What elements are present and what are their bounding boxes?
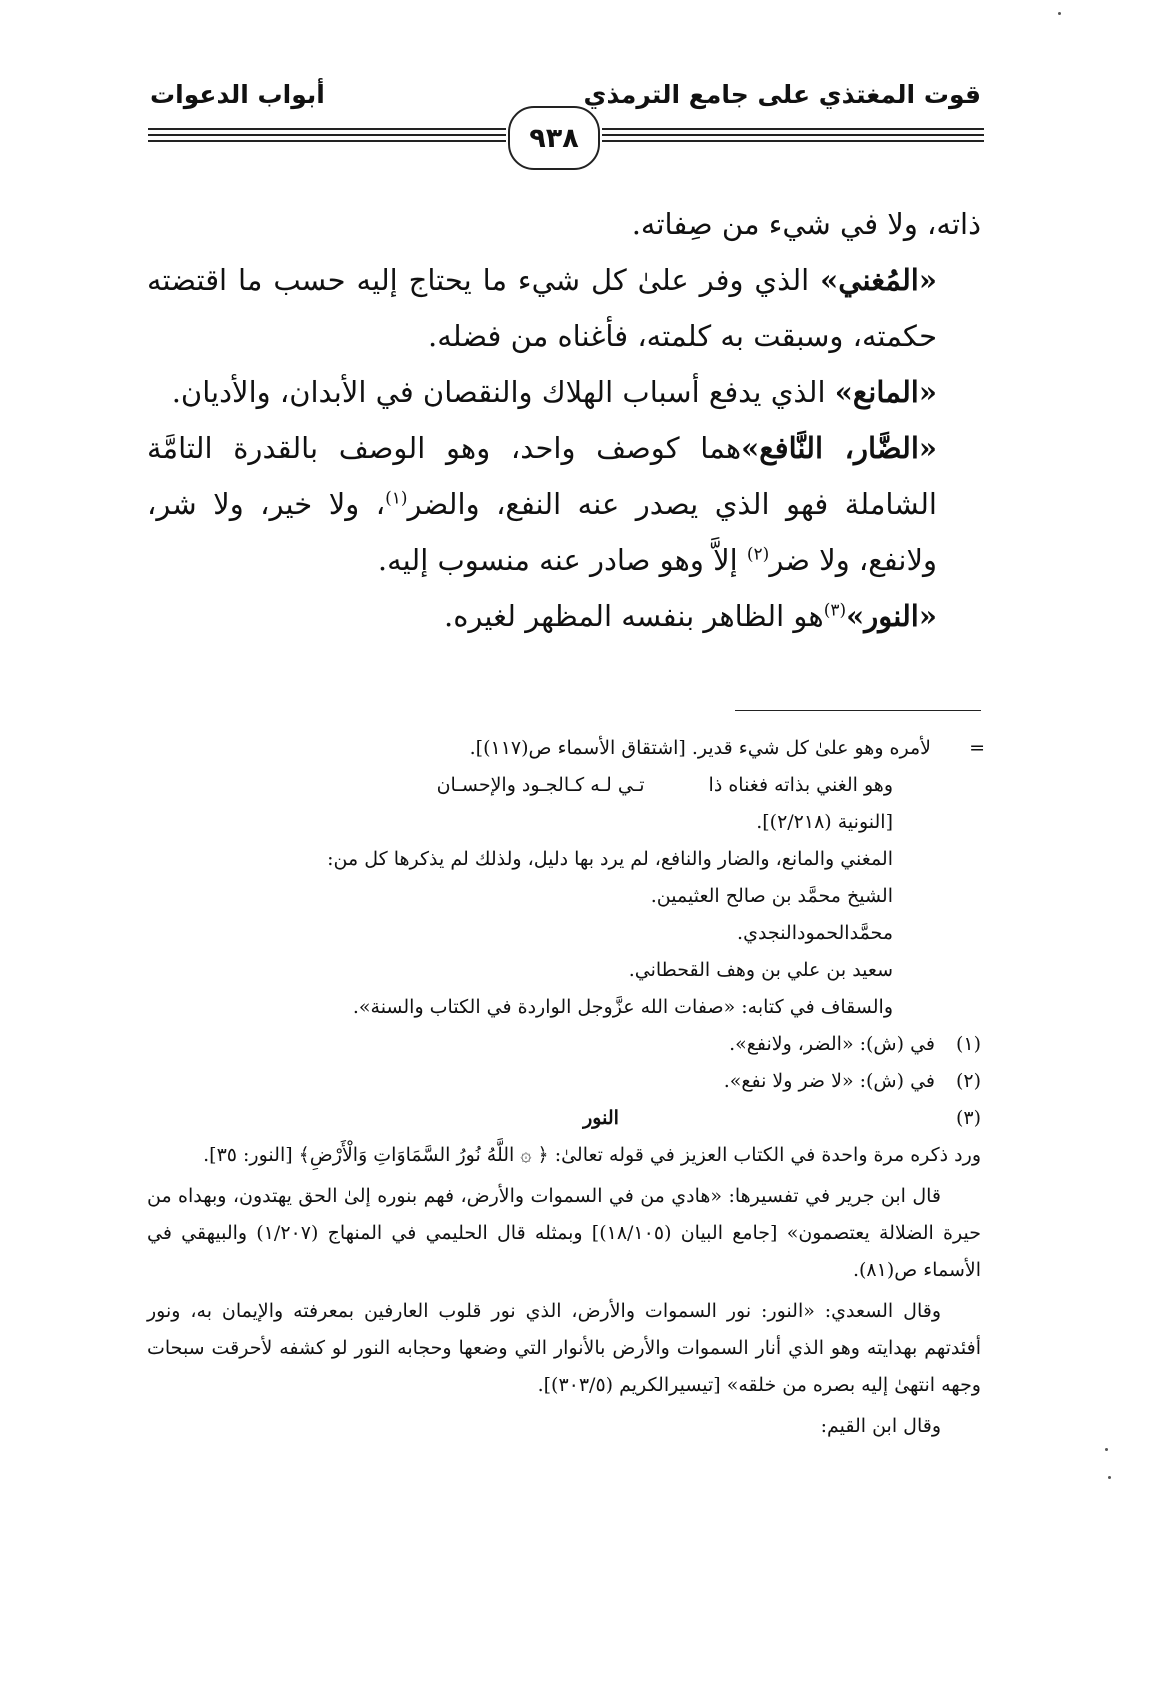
term-dar-nafi: «الضَّار، النَّافع» [741,431,937,465]
footnote-2 [147,1063,981,1100]
section-title: أبواب الدعوات [150,80,325,109]
footnote-ref-1[interactable]: (١) [385,488,408,509]
scan-speck [1058,12,1061,15]
paragraph-5 [147,588,981,644]
footnote-3-heading: النور [583,1107,619,1129]
header-rule-left [148,128,506,146]
paragraph-3-text: الذي يدفع أسباب الهلاك والنقصان في الأبدان، والأديان. [171,375,835,409]
footnote-separator [735,710,981,711]
continuation-marker: = [969,737,985,759]
footnote-3-para-3: وقال السعدي: «النور: نور السموات والأرض، الذي نور قلوب العارفين بمعرفته والإيمان به، ونور أفئدتهم بهدايته وهو الذي أنار السموات والأرض بالأنوار التي وضعها وحجابه النور لو كشفه لأحرقت سبحات وجهه انتهىٰ إليه بصره من خلقه» [تيسيرالكريم (٣٠٣/٥)]. [147,1300,981,1396]
header-rule-right [602,128,984,146]
footnote-3-header [147,1100,981,1137]
paragraph-1 [147,196,981,252]
paragraph-1-text: ذاته، ولا في شيء من صِفاته. [631,207,981,241]
term-nur: «النور» [846,599,937,633]
scholar-name-3: سعيد بن علي بن وهف القحطاني. [628,959,893,981]
paragraph-2 [147,252,981,364]
scan-speck [1108,1476,1111,1479]
verse-first-half: وهو الغني بذاته فغناه ذا [708,774,893,796]
footnote-continuation [147,730,985,767]
note-line: المغني والمانع، والضار والنافع، لم يرد بها دليل، ولذلك لم يذكرها كل من: [327,848,893,870]
footnote-3-para-2: قال ابن جرير في تفسيرها: «هادي من في السموات والأرض، فهم بنوره إلىٰ الحق يهتدون، وبهداه من حيرة الضلالة يعتصمون» [جامع البيان (١٨/١٠٥)] وبمثله قال الحليمي في المنهاج (١/٢٠٧) والبيهقي في الأسماء ص(٨١). [147,1185,981,1281]
scholar-name-4: والسقاف في كتابه: «صفات الله عزَّوجل الواردة في الكتاب والسنة». [352,996,893,1018]
footnote-2-number: (٢) [955,1070,981,1092]
footnote-3-para-4: وقال ابن القيم: [820,1415,941,1437]
paragraph-3 [147,364,981,420]
verse-reference: [النونية (٢/٢١٨)]. [756,811,893,833]
paragraph-4-text-b: ، ولا خير، ولا شر، ولانفع، ولا ضر [147,487,937,577]
footnote-3-para-1: ورد ذكره مرة واحدة في الكتاب العزيز في قوله تعالىٰ: ﴿ ۞ اللَّهُ نُورُ السَّمَاوَاتِ وَالْأَرْضِ﴾ [النور: ٣٥]. [203,1144,981,1166]
footnote-1-text: في (ش): «الضر، ولانفع». [729,1033,935,1055]
term-mani: «المانع» [834,375,937,409]
paragraph-4-text-c: إلاَّ وهو صادر عنه منسوب إليه. [377,543,747,577]
main-text [147,196,981,644]
page-number: ٩٣٨ [508,106,600,170]
scan-speck [1105,1448,1108,1451]
scholar-name-1: الشيخ محمَّد بن صالح العثيمين. [650,885,893,907]
poetry-verse [147,767,981,804]
paragraph-5-text: هو الظاهر بنفسه المظهر لغيره. [444,599,824,633]
book-title: قوت المغتذي على جامع الترمذي [583,80,981,109]
footnote-1 [147,1026,981,1063]
footnotes [147,730,985,1449]
paragraph-4 [147,420,981,588]
continuation-text: لأمره وهو علىٰ كل شيء قدير. [اشتقاق الأسماء ص(١١٧)]. [469,737,931,759]
verse-second-half: تـي لـه كـالجـود والإحسـان [436,774,645,796]
footnote-2-text: في (ش): «لا ضر ولا نفع». [723,1070,935,1092]
scholar-name-2: محمَّدالحمودالنجدي. [737,922,893,944]
paragraph-4-text-a: هما كوصف واحد، وهو الوصف بالقدرة التامَّة الشاملة فهو الذي يصدر عنه النفع، والضر [147,431,937,521]
footnote-ref-3[interactable]: (٣) [823,600,847,621]
footnote-1-number: (١) [955,1033,981,1055]
footnote-3-number: (٣) [955,1107,981,1129]
paragraph-2-text: الذي وفر علىٰ كل شيء ما يحتاج إليه حسب ما اقتضته حكمته، وسبقت به كلمته، فأغناه من فضله. [147,263,937,353]
footnote-ref-2[interactable]: (٢) [746,544,770,565]
term-mughni: «المُغني» [820,263,937,297]
